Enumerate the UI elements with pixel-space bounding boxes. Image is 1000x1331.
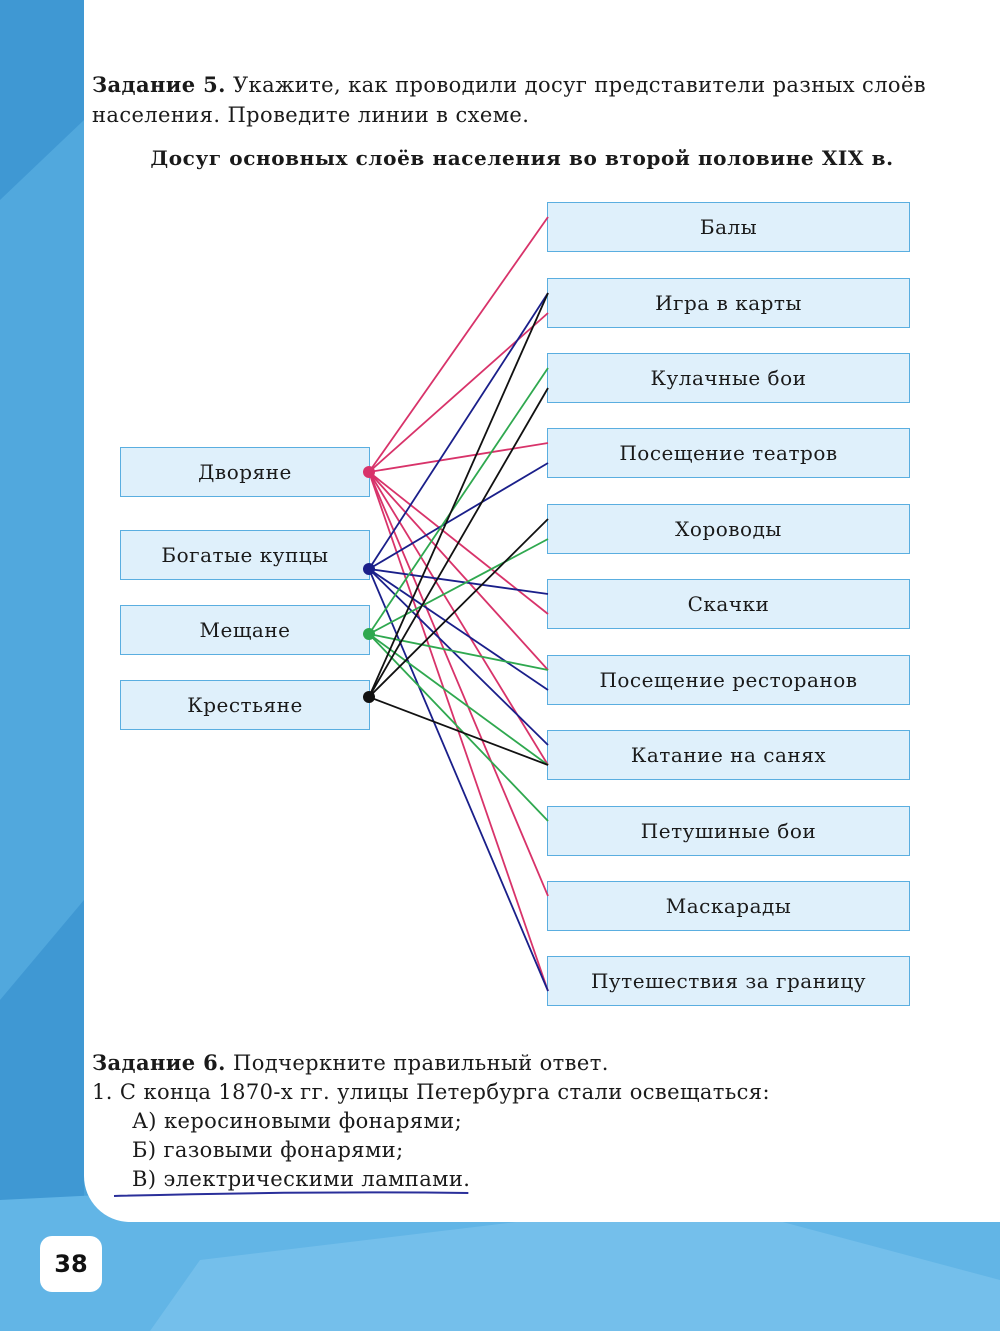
connection-line [369, 634, 548, 765]
connection-line [369, 569, 548, 991]
connection-line [369, 293, 548, 569]
question-1: 1. С конца 1870-х гг. улицы Петербурга стали освещаться: [92, 1080, 770, 1104]
connection-dot [363, 628, 375, 640]
activity-box: Путешествия за границу [547, 956, 910, 1006]
activity-box: Кулачные бои [547, 353, 910, 403]
option-c: В) электрическими лампами. [132, 1167, 471, 1191]
option-a: А) керосиновыми фонарями; [132, 1109, 463, 1133]
group-box: Богатые купцы [120, 530, 370, 580]
connection-line [369, 634, 548, 821]
group-box: Крестьяне [120, 680, 370, 730]
activity-box: Посещение ресторанов [547, 655, 910, 705]
group-box: Дворяне [120, 447, 370, 497]
task-5-text: Укажите, как проводили досуг представители разных слоёв населения. Проведите линии в схеме. [92, 73, 927, 127]
activity-box: Хороводы [547, 504, 910, 554]
page-number: 38 [40, 1236, 102, 1292]
task-6-text: Подчеркните правильный ответ. [225, 1051, 609, 1075]
activity-box: Игра в карты [547, 278, 910, 328]
task-6 [92, 1048, 952, 1194]
activity-box: Балы [547, 202, 910, 252]
connection-line [369, 697, 548, 765]
option-b: Б) газовыми фонарями; [132, 1138, 404, 1162]
connection-line [369, 472, 548, 896]
connection-dot [363, 691, 375, 703]
activity-box: Маскарады [547, 881, 910, 931]
task-5-label: Задание 5. [92, 72, 226, 97]
connection-line [369, 519, 548, 697]
connection-dot [363, 563, 375, 575]
connection-line [369, 293, 548, 697]
connection-line [369, 569, 548, 594]
diagram-title: Досуг основных слоёв населения во второй половине XIX в. [150, 146, 894, 170]
activity-box: Катание на санях [547, 730, 910, 780]
connection-dot [363, 466, 375, 478]
activity-box: Скачки [547, 579, 910, 629]
activity-box: Посещение театров [547, 428, 910, 478]
task-6-label: Задание 6. [92, 1050, 226, 1075]
group-box: Мещане [120, 605, 370, 655]
activity-box: Петушиные бои [547, 806, 910, 856]
